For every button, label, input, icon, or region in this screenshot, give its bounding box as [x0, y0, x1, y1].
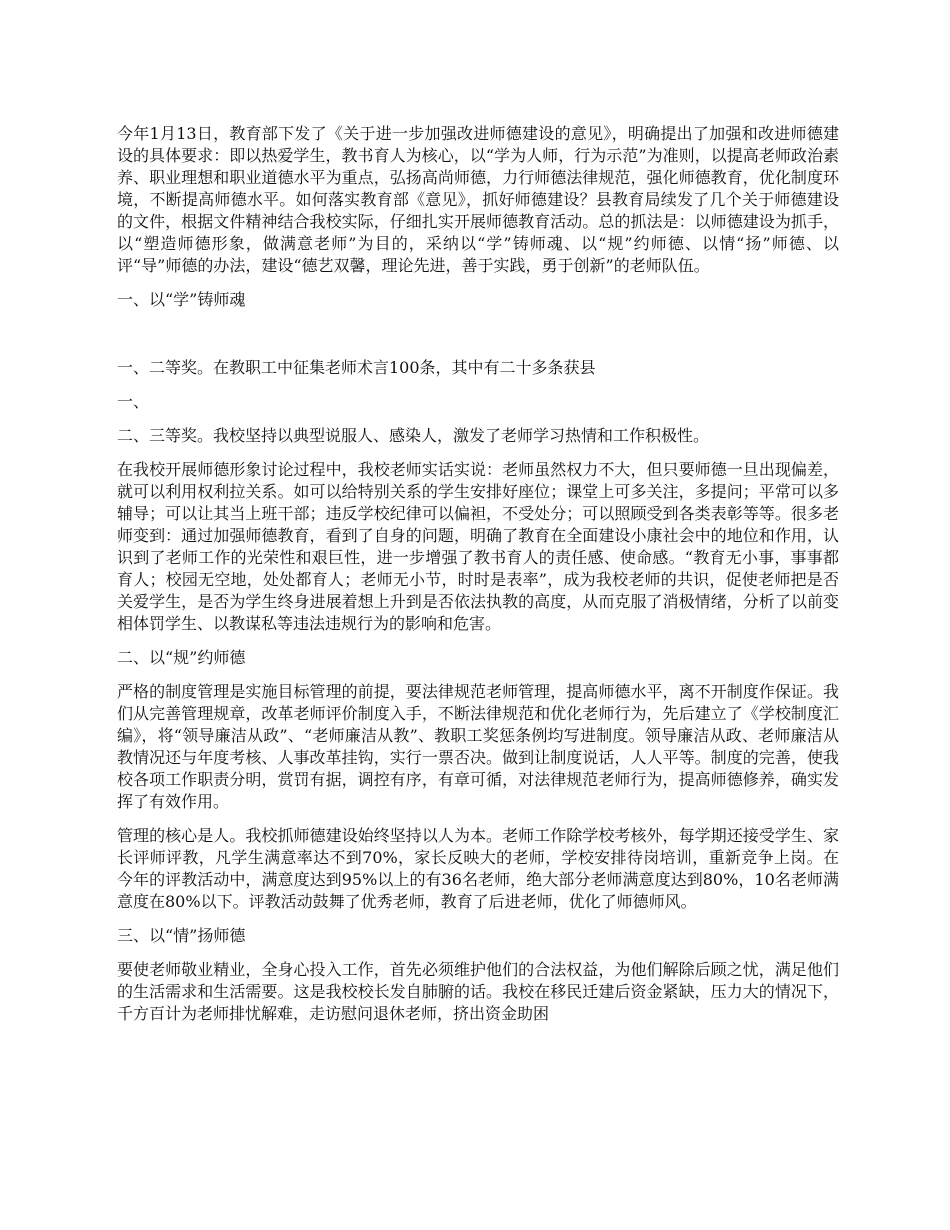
paragraph-care: 要使老师敬业精业，全身心投入工作，首先必须维护他们的合法权益，为他们解除后顾之忧，满足他们的生活需求和生活需要。这是我校校长发自肺腑的话。我校在移民迁建后资金紧缺，压力大的情况下，千方百计为老师排忧解难，走访慰问退休老师，挤出资金助困 — [117, 960, 839, 1023]
paragraph-award-1: 一、二等奖。在教职工中征集老师术言100条，其中有二十多条获县 — [117, 358, 596, 377]
paragraph-intro: 今年1月13日，教育部下发了《关于进一步加强改进师德建设的意见》，明确提出了加强和改进师德建设的具体要求：即以热爱学生，教书育人为核心，以“学为人师，行为示范”为准则，以提高老师政治素养、职业理想和职业道德水平为重点，弘扬高尚师德，力行师德法律规范，强化师德教育，优化制度环境，不断提高师德水平。如何落实教育部《意见》，抓好师德建设？县教育局续发了几个关于师德建设的文件，根据文件精神结合我校实际，仔细扎实开展师德教育活动。总的抓法是：以师德建设为抓手，以“塑造师德形象，做满意老师”为目的，采纳以“学”铸师魂、以“规”约师德、以情“扬”师德、以评“导”师德的办法，建设“德艺双馨，理论先进，善于实践，勇于创新”的老师队伍。 — [117, 124, 839, 275]
section-heading-3: 三、以“情”扬师德 — [117, 926, 246, 945]
paragraph-rules: 严格的制度管理是实施目标管理的前提，要法律规范老师管理，提高师德水平，离不开制度作保证。我们从完善管理规章，改革老师评价制度入手，不断法律规范和优化老师行为，先后建立了《学校制度汇编》，将“领导廉洁从政”、“老师廉洁从教”、教职工奖惩条例均写进制度。领导廉洁从政、老师廉洁从教情况还与年度考核、人事改革挂钩，实行一票否决。做到让制度说话，人人平等。制度的完善，使我校各项工作职责分明，赏罚有据，调控有序，有章可循，对法律规范老师行为，提高师德修养，确实发挥了有效作用。 — [117, 682, 839, 811]
section-heading-1: 一、以“学”铸师魂 — [117, 290, 246, 309]
paragraph-award-2: 二、三等奖。我校坚持以典型说服人、感染人，激发了老师学习热情和工作积极性。 — [117, 426, 710, 445]
paragraph-management: 管理的核心是人。我校抓师德建设始终坚持以人为本。老师工作除学校考核外，每学期还接受学生、家长评师评教，凡学生满意率达不到70%，家长反映大的老师，学校安排待岗培训，重新竞争上岗。在今年的评教活动中，满意度达到95%以上的有36名老师，绝大部分老师满意度达到80%，10名老师满意度在80%以下。评教活动鼓舞了优秀老师，教育了后进老师，优化了师德师风。 — [117, 826, 839, 911]
section-heading-2: 二、以“规”约师德 — [117, 648, 246, 667]
paragraph-discussion: 在我校开展师德形象讨论过程中，我校老师实话实说：老师虽然权力不大，但只要师德一旦出现偏差，就可以利用权利拉关系。如可以给特别关系的学生安排好座位；课堂上可多关注，多提问；平常可以多辅导；可以让其当上班干部；违反学校纪律可以偏袒，不受处分；可以照顾受到各类表彰等等。很多老师变到：通过加强师德教育，看到了自身的问题，明确了教育在全面建设小康社会中的地位和作用，认识到了老师工作的光荣性和艰巨性，进一步增强了教书育人的责任感、使命感。“教育无小事，事事都育人；校园无空地，处处都育人；老师无小节，时时是表率”，成为我校老师的共识，促使老师把是否关爱学生，是否为学生终身进展着想上升到是否依法执教的高度，从而克服了消极情绪，分析了以前变相体罚学生、以教谋私等违法违规行为的影响和危害。 — [117, 460, 839, 633]
blank-gap — [117, 323, 839, 357]
document-body — [117, 123, 839, 1037]
paragraph-fragment: 一、 — [117, 392, 150, 411]
